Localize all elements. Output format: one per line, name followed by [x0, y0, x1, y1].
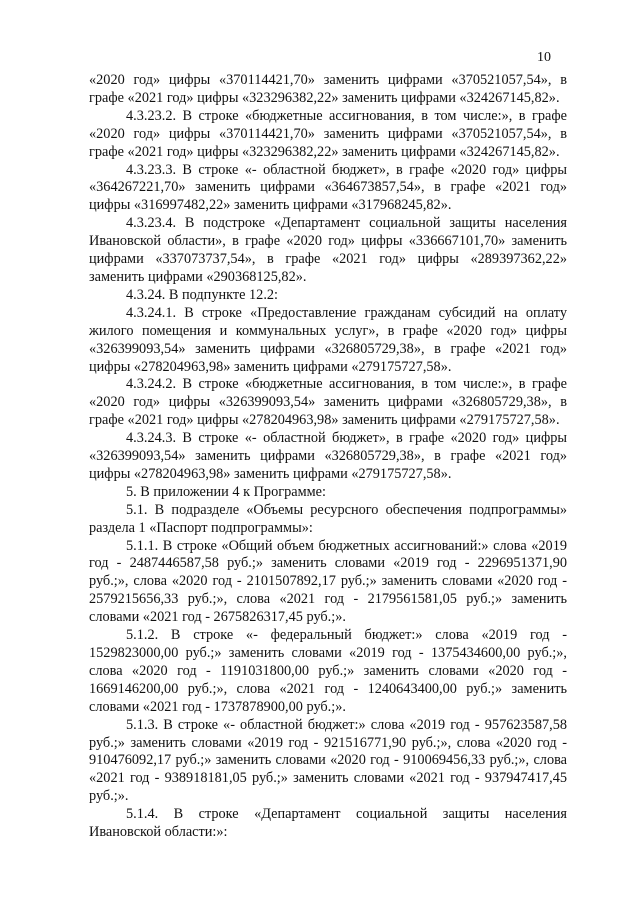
paragraph-4-3-24: 4.3.24. В подпункте 12.2:: [126, 286, 279, 303]
paragraph-4-3-23-4: 4.3.23.4. В подстроке «Департамент социальной защиты населения Ивановской области», в графе «2020 год» цифры «336667101,70» заменить цифрами «337073737,54», в графе «2021 год» цифры «289397362,22» заменить цифрами «290368125,82».: [89, 215, 567, 285]
paragraph-5-1-1: 5.1.1. В строке «Общий объем бюджетных ассигнований:» слова «2019 год - 2487446587,58 руб.;» заменить словами «2019 год - 2296951371,90 руб.;», слова «2020 год - 2101507892,17 руб.;» заменить словами «2020 год - 2579215656,33 руб.;», слова «2021 год - 2179561581,05 руб.;» заменить словами «2021 год - 2675826317,45 руб.;».: [89, 537, 567, 626]
paragraph-5-1-3: 5.1.3. В строке «- областной бюджет:» слова «2019 год - 957623587,58 руб.;» заменить словами «2019 год - 921516771,90 руб.;», слова «2020 год - 910476092,17 руб.;» заменить словами «2020 год - 910069456,33 руб.;», слова «2021 год - 938918181,05 руб.;» заменить словами «2021 год - 937947417,45 руб.;».: [89, 716, 567, 805]
paragraph-4-3-24-1: 4.3.24.1. В строке «Предоставление гражданам субсидий на оплату жилого помещения и коммунальных услуг», в графе «2020 год» цифры «326399093,54» заменить цифрами «326805729,38», в графе «2021 год» цифры «278204963,98» заменить цифрами «279175727,58».: [89, 304, 567, 375]
document-body: [89, 72, 567, 842]
paragraph-5-1: 5.1. В подразделе «Объемы ресурсного обеспечения подпрограммы» раздела 1 «Паспорт подпрограммы»:: [89, 501, 567, 536]
paragraph-5-1-2: 5.1.2. В строке «- федеральный бюджет:» слова «2019 год - 1529823000,00 руб.;» заменить словами «2019 год - 1375434600,00 руб.;», слова «2020 год - 1191031800,00 руб.;» заменить словами «2020 год - 1669146200,00 руб.;», слова «2021 год - 1240643400,00 руб.;» заменить словами «2021 год - 1737878900,00 руб.;».: [89, 627, 567, 715]
page-number: 10: [537, 50, 551, 65]
paragraph-continuation: «2020 год» цифры «370114421,70» заменить цифрами «370521057,54», в графе «2021 год» цифры «323296382,22» заменить цифрами «324267145,82».: [89, 72, 567, 106]
paragraph-4-3-24-3: 4.3.24.3. В строке «- областной бюджет», в графе «2020 год» цифры «326399093,54» заменить цифрами «326805729,38», в графе «2021 год» цифры «278204963,98» заменить цифрами «279175727,58».: [89, 430, 567, 482]
paragraph-4-3-23-3: 4.3.23.3. В строке «- областной бюджет», в графе «2020 год» цифры «364267221,70» заменить цифрами «364673857,54», в графе «2021 год» цифры «316997482,22» заменить цифрами «317968245,82».: [89, 161, 567, 214]
paragraph-4-3-24-2: 4.3.24.2. В строке «бюджетные ассигнования, в том числе:», в графе «2020 год» цифры «326399093,54» заменить цифрами «326805729,38», в графе «2021 год» цифры «278204963,98» заменить цифрами «279175727,58».: [89, 376, 567, 429]
paragraph-5-1-4: 5.1.4. В строке «Департамент социальной защиты населения Ивановской области:»:: [89, 806, 567, 841]
paragraph-5: 5. В приложении 4 к Программе:: [126, 483, 326, 500]
paragraph-4-3-23-2: 4.3.23.2. В строке «бюджетные ассигнования, в том числе:», в графе «2020 год» цифры «370114421,70» заменить цифрами «370521057,54», в графе «2021 год» цифры «323296382,22» заменить цифрами «324267145,82».: [89, 107, 567, 160]
